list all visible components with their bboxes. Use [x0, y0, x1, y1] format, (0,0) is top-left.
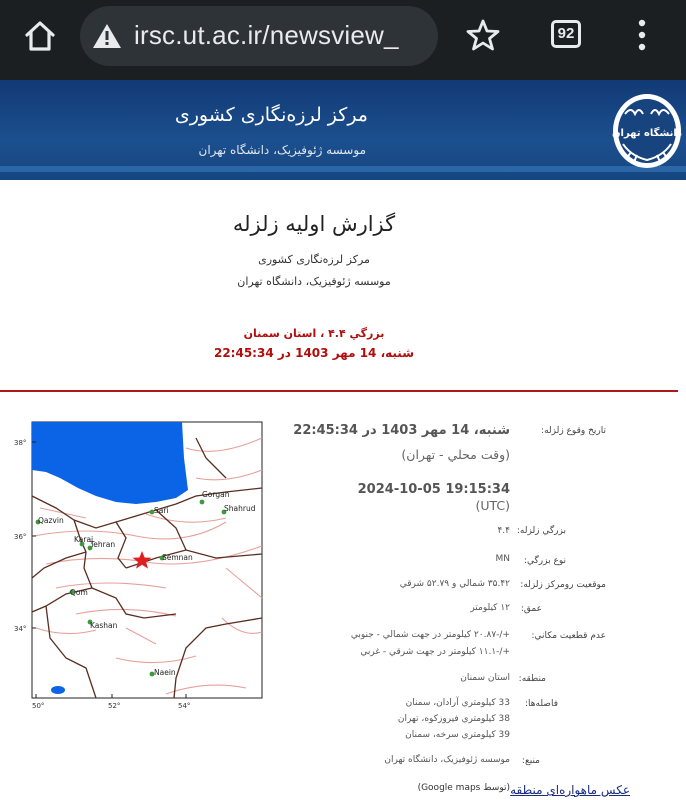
university-logo[interactable] — [611, 92, 683, 170]
origin-time-local: شنبه، 14 مهر 1403 در 22:45:34 — [293, 423, 510, 438]
depth-value: ۱۲ کيلومتر — [470, 603, 510, 613]
lat-label-38: 38° — [14, 439, 27, 447]
magnitude-type-label: نوع بزرگي: — [523, 556, 566, 566]
epicenter-map[interactable] — [14, 418, 268, 714]
source-label: منبع: — [521, 756, 540, 766]
section-divider — [0, 390, 678, 392]
tab-count-button[interactable]: 92 — [551, 20, 581, 48]
distances-label: فاصله‌ها: — [524, 699, 558, 709]
report-datetime-line: شنبه، 14 مهر 1403 در 22:45:34 — [213, 346, 415, 360]
uncertainty-ew: +/-۱۱.۱ کيلومتر در جهت شرقي - غربي — [360, 647, 510, 657]
satellite-image-link[interactable]: عکس ماهواره‌ای منطقه — [510, 783, 630, 797]
report-org-line2: موسسه ژئوفیزیک، دانشگاه تهران — [237, 275, 391, 288]
city-karaj: Karaj — [74, 535, 94, 544]
city-naein: Naein — [154, 668, 176, 677]
warning-icon[interactable] — [92, 22, 122, 50]
bookmark-star-icon[interactable] — [466, 18, 500, 52]
location-value: ۳۵.۴۲ شمالي و ۵۲.۷۹ شرقي — [399, 579, 510, 589]
magnitude-value: ۴.۴ — [497, 526, 510, 536]
magnitude-label: بزرگي زلزله: — [516, 526, 566, 536]
report-magnitude-line: بزرگي ۴.۴ ، استان سمنان — [243, 327, 385, 340]
source-value: موسسه ژئوفيزيک، دانشگاه تهران — [384, 755, 510, 765]
site-title: مرکز لرزه‌نگاری کشوری — [174, 104, 368, 126]
browser-toolbar — [0, 0, 686, 80]
origin-time-utc: 2024-10-05 19:15:34 — [357, 482, 510, 497]
site-subtitle: موسسه ژئوفیزیک، دانشگاه تهران — [198, 143, 366, 157]
city-gorgan: Gorgan — [202, 490, 230, 499]
location-label: موقعيت رومرکز زلزله: — [520, 580, 606, 590]
home-icon[interactable] — [22, 18, 58, 54]
city-tehran: Tehran — [90, 540, 116, 549]
site-header — [0, 80, 686, 180]
city-qom: Qom — [70, 588, 88, 597]
origin-time-utc-note: (UTC) — [475, 498, 510, 513]
uncertainty-ns: +/-۲۰.۸۷ کيلومتر در جهت شمالي - جنوبي — [350, 630, 510, 640]
depth-label: عمق: — [520, 604, 542, 614]
lat-label-34: 34° — [14, 625, 27, 633]
origin-time-local-note: (وقت محلي - تهران) — [401, 447, 510, 462]
distance-3: 39 کيلومتري سرخه، سمنان — [405, 730, 510, 740]
url-text[interactable]: irsc.ut.ac.ir/newsview_ — [134, 20, 399, 50]
origin-time-label: تاريخ وقوع زلزله: — [541, 426, 606, 436]
overflow-menu-icon[interactable] — [635, 18, 649, 52]
city-semnan: Semnan — [162, 553, 193, 562]
lon-label-52: 52° — [108, 702, 121, 710]
city-kashan: Kashan — [90, 621, 118, 630]
satellite-link-note: (توسط Google maps) — [417, 783, 510, 793]
city-shahrud: Shahrud — [224, 504, 256, 513]
region-label: منطقه: — [518, 674, 546, 684]
lon-label-50: 50° — [32, 702, 45, 710]
address-bar[interactable] — [80, 6, 438, 66]
distance-2: 38 کيلومتري فيروزکوه، تهران — [397, 714, 510, 724]
report-title: گزارش اولیه زلزله — [232, 212, 396, 236]
lon-label-54: 54° — [178, 702, 191, 710]
lat-label-36: 36° — [14, 533, 27, 541]
magnitude-type-value: MN — [495, 554, 510, 564]
lake — [51, 686, 65, 694]
distance-1: 33 کيلومتري آرادان، سمنان — [405, 698, 510, 708]
report-org-line1: مرکز لرزه‌نگاری کشوری — [258, 253, 370, 266]
uncertainty-label: عدم قطعيت مکاني: — [531, 631, 606, 641]
city-qazvin: Qazvin — [38, 516, 64, 525]
city-sari: Sari — [154, 506, 169, 515]
header-strip — [0, 166, 686, 172]
logo-text: دانشگاه تهران — [612, 128, 682, 139]
region-value: استان سمنان — [460, 673, 510, 683]
